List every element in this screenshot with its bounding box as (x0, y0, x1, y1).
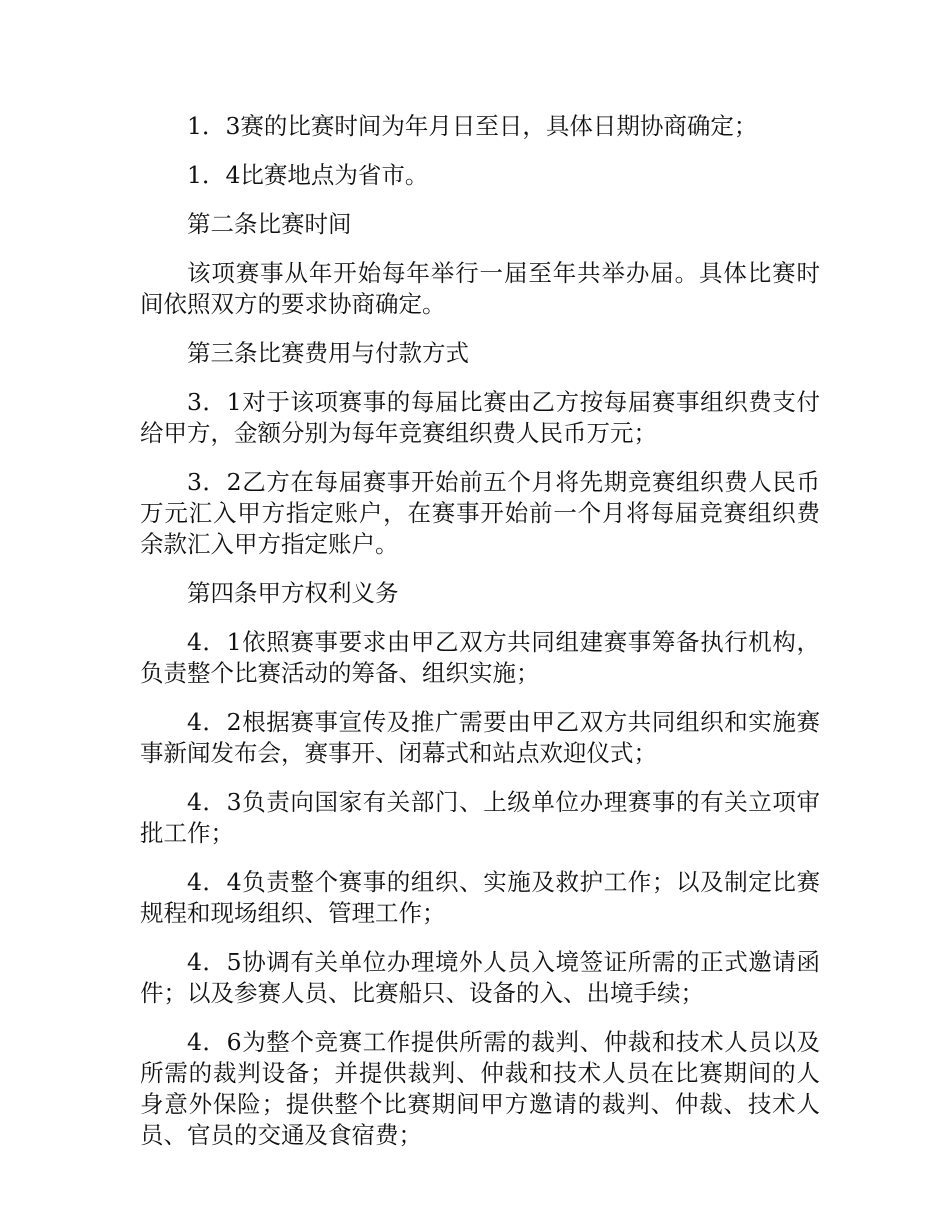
clause-4-1: 4．1依照赛事要求由甲乙双方共同组建赛事筹备执行机构，负责整个比赛活动的筹备、组织实施； (140, 628, 820, 687)
clause-4-2: 4．2根据赛事宣传及推广需要由甲乙双方共同组织和实施赛事新闻发布会，赛事开、闭幕式和站点欢迎仪式； (140, 708, 820, 767)
clause-4-3: 4．3负责向国家有关部门、上级单位办理赛事的有关立项审批工作； (140, 788, 820, 847)
clause-4-6: 4．6为整个竞赛工作提供所需的裁判、仲裁和技术人员以及所需的裁判设备；并提供裁判、仲裁和技术人员在比赛期间的人身意外保险；提供整个比赛期间甲方邀请的裁判、仲裁、技术人员、官员的交通及食宿费； (140, 1028, 820, 1149)
article-2-heading: 第二条比赛时间 (187, 210, 352, 238)
clause-1-4: 1．4比赛地点为省市。 (187, 161, 429, 189)
document-page (140, 111, 820, 1169)
clause-4-4: 4．4负责整个赛事的组织、实施及救护工作；以及制定比赛规程和现场组织、管理工作； (140, 868, 820, 927)
clause-1-3: 1．3赛的比赛时间为年月日至日，具体日期协商确定； (187, 112, 758, 140)
article-2-body: 该项赛事从年开始每年举行一届至年共举办届。具体比赛时间依照双方的要求协商确定。 (140, 259, 820, 318)
clause-4-5: 4．5协调有关单位办理境外人员入境签证所需的正式邀请函件；以及参赛人员、比赛船只、设备的入、出境手续； (140, 948, 820, 1007)
article-3-heading: 第三条比赛费用与付款方式 (187, 339, 469, 367)
clause-3-2: 3．2乙方在每届赛事开始前五个月将先期竞赛组织费人民币万元汇入甲方指定账户，在赛事开始前一个月将每届竞赛组织费余款汇入甲方指定账户。 (140, 468, 820, 558)
article-4-heading: 第四条甲方权利义务 (187, 579, 399, 607)
clause-3-1: 3．1对于该项赛事的每届比赛由乙方按每届赛事组织费支付给甲方，金额分别为每年竞赛组织费人民币万元； (140, 388, 820, 447)
